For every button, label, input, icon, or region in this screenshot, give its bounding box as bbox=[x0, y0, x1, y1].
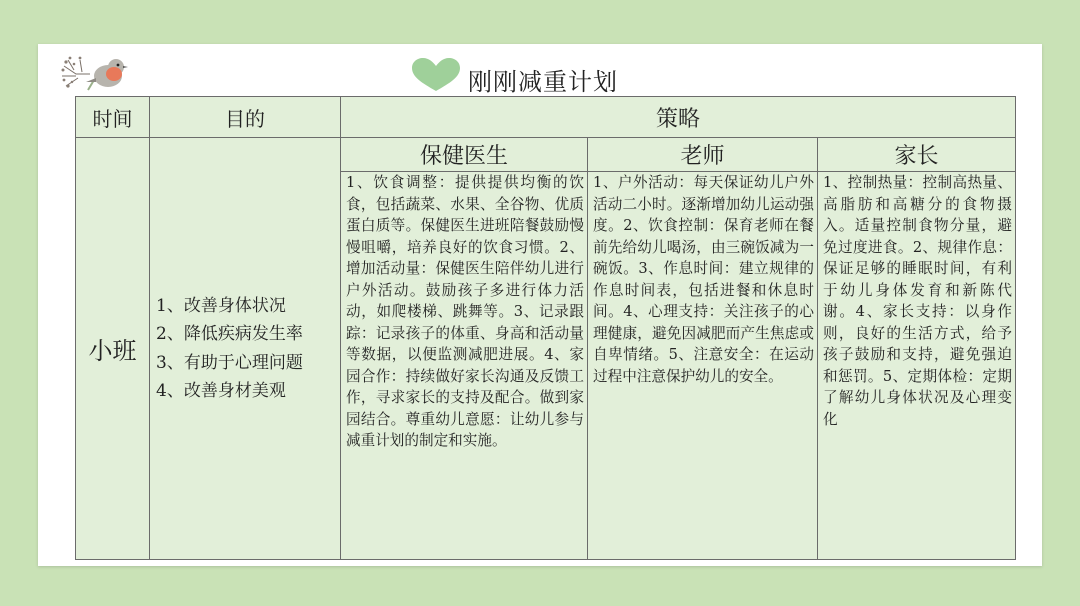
teacher-strategy: 1、户外活动：每天保证幼儿户外活动二小时。逐渐增加幼儿运动强度。2、饮食控制：保育老师在餐前先给幼儿喝汤，由三碗饭减为一碗饭。3、作息时间：建立规律的作息时间表，包括进餐和休息时间。4、心理支持：关注孩子的心理健康，避免因减肥而产生焦虑或自卑情绪。5、注意安全：在运动过程中注意保护幼儿的安全。 bbox=[588, 172, 818, 560]
parent-strategy: 1、控制热量：控制高热量、高脂肪和高糖分的食物摄入。适量控制食物分量，避免过度进食。2、规律作息：保证足够的睡眠时间，有利于幼儿身体发育和新陈代谢。4、家长支持：以身作则，良好的生活方式，给予孩子鼓励和支持，避免强迫和惩罚。5、定期体检：定期了解幼儿身体状况及心理变化 bbox=[818, 172, 1016, 560]
header-strategy: 策略 bbox=[341, 97, 1016, 138]
page-title: 刚刚减重计划 bbox=[468, 68, 618, 96]
heart-icon bbox=[410, 57, 462, 93]
header-goal: 目的 bbox=[150, 97, 341, 138]
doctor-strategy: 1、饮食调整：提供提供均衡的饮食，包括蔬菜、水果、全谷物、优质蛋白质等。保健医生进班陪餐鼓励慢慢咀嚼，培养良好的饮食习惯。2、增加活动量：保健医生陪伴幼儿进行户外活动。鼓励孩子多进行体力活动，如爬楼梯、跳舞等。3、记录跟踪：记录孩子的体重、身高和活动量等数据，以便监测减肥进展。4、家园合作：持续做好家长沟通及反馈工作，寻求家长的支持及配合。做到家园结合。尊重幼儿意愿：让幼儿参与减重计划的制定和实施。 bbox=[341, 172, 588, 560]
slide bbox=[38, 44, 1042, 566]
header-time: 时间 bbox=[76, 97, 150, 138]
role-parent-header: 家长 bbox=[818, 138, 1016, 172]
goal-item: 2、降低疾病发生率 bbox=[156, 324, 303, 344]
plan-table bbox=[75, 96, 1016, 560]
role-doctor-header: 保健医生 bbox=[341, 138, 588, 172]
grade-cell: 小班 bbox=[76, 138, 150, 560]
role-teacher-header: 老师 bbox=[588, 138, 818, 172]
goal-item: 3、有助于心理问题 bbox=[156, 352, 303, 373]
bird-icon bbox=[60, 52, 130, 94]
goal-item: 1、改善身体状况 bbox=[156, 295, 286, 316]
goal-item: 4、改善身材美观 bbox=[156, 381, 286, 401]
goals-cell bbox=[150, 138, 341, 560]
